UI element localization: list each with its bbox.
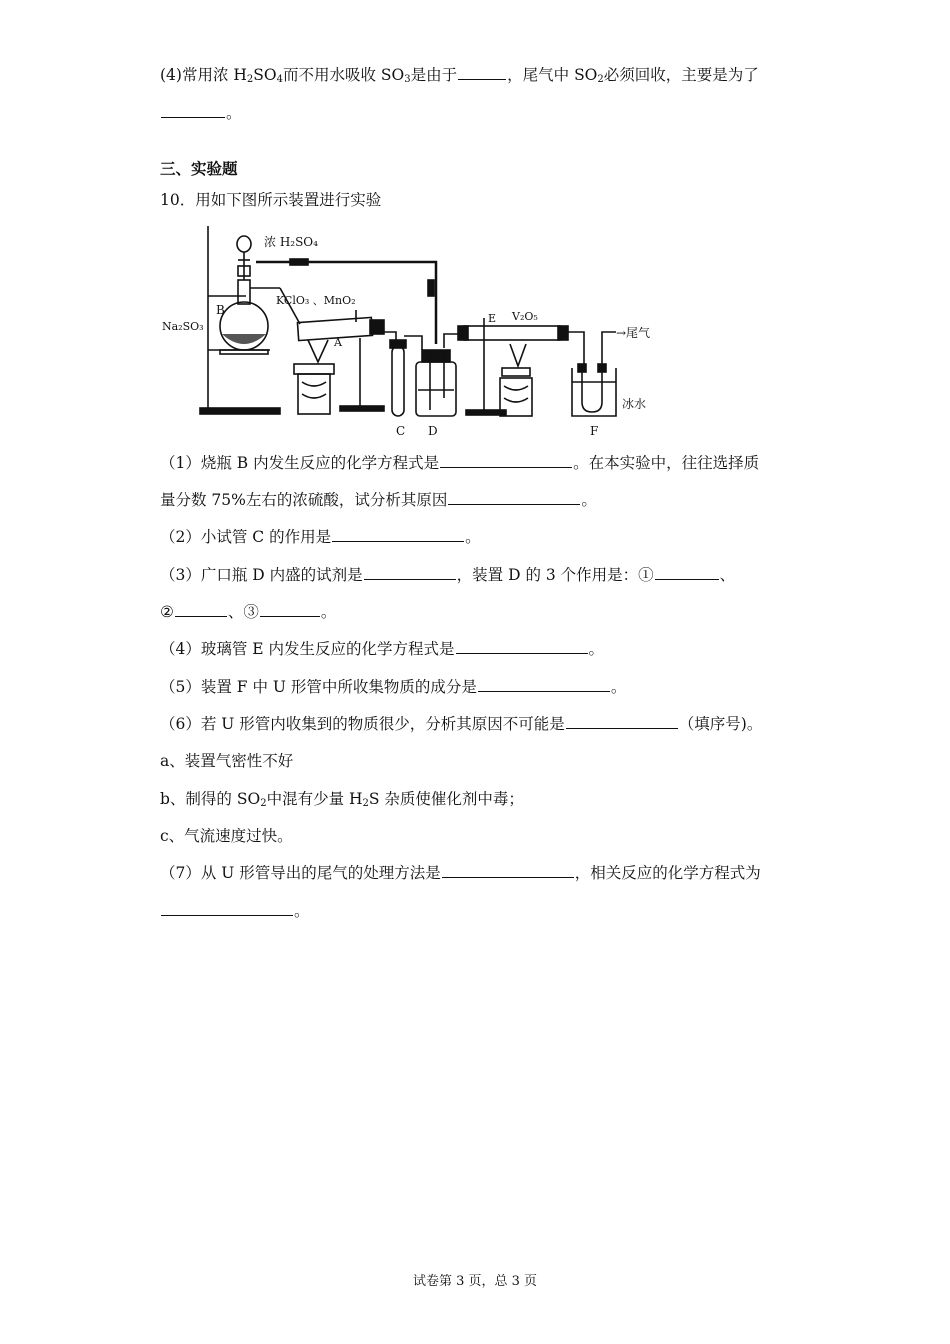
- item-text: 。: [320, 603, 337, 621]
- q10-item-4: [160, 638, 604, 660]
- subscript: 2: [597, 74, 604, 85]
- q10-stem: 10．用如下图所示装置进行实验: [160, 191, 382, 209]
- subscript: 4: [276, 74, 283, 85]
- label-v2o5: V₂O₅: [512, 310, 538, 323]
- item-text: （填序号)。: [678, 715, 763, 733]
- q10-item-6: [160, 713, 762, 735]
- item-text: ，相关反应的化学方程式为: [574, 864, 761, 882]
- label-tail-gas: →尾气: [616, 326, 651, 340]
- item-text: 量分数 75%左右的浓硫酸，试分析其原因: [160, 491, 448, 509]
- q4-text: (4)常用浓 H: [160, 66, 247, 84]
- item-text: 。: [581, 491, 597, 509]
- q4-line-1: [160, 64, 759, 86]
- item-text: （3）广口瓶 D 内盛的试剂是: [160, 566, 363, 584]
- q4-line-2: [160, 102, 242, 124]
- item-text: b、制得的 SO: [160, 790, 261, 808]
- item-text: 。: [610, 678, 627, 696]
- answer-blank[interactable]: [456, 639, 588, 654]
- q10-item-3-line-1: [160, 564, 735, 586]
- q4-text: 。: [226, 104, 242, 122]
- item-text: S 杂质使催化剂中毒；: [368, 790, 524, 808]
- q10-option-a: a、装置气密性不好: [160, 752, 294, 770]
- subscript: 2: [362, 798, 369, 809]
- answer-blank[interactable]: [655, 565, 719, 580]
- answer-blank[interactable]: [364, 565, 456, 580]
- subscript: 3: [404, 74, 411, 85]
- item-text: 、③: [227, 603, 259, 621]
- answer-blank[interactable]: [175, 602, 227, 617]
- item-text: （4）玻璃管 E 内发生反应的化学方程式是: [160, 640, 455, 658]
- answer-blank[interactable]: [566, 714, 678, 729]
- answer-blank[interactable]: [440, 453, 572, 468]
- item-text: ，装置 D 的 3 个作用是：①: [456, 566, 654, 584]
- answer-blank[interactable]: [442, 863, 574, 878]
- label-tube-e: E: [488, 312, 497, 325]
- label-ice-water: 冰水: [622, 397, 647, 411]
- item-text: 。在本实验中，往往选择质: [573, 454, 760, 472]
- item-text: （7）从 U 形管导出的尾气的处理方法是: [160, 864, 441, 882]
- q10-option-c: c、气流速度过快。: [160, 827, 293, 845]
- label-conc-acid: 浓 H₂SO₄: [264, 235, 318, 249]
- item-text: 中混有少量 H: [266, 790, 363, 808]
- label-flask-b: B: [216, 303, 225, 317]
- section-title: 三、实验题: [160, 160, 238, 178]
- label-tube-a: A: [334, 336, 342, 349]
- answer-blank[interactable]: [448, 490, 580, 505]
- label-kclo3-mno2: KClO₃ 、MnO₂: [276, 294, 356, 307]
- q10-item-5: [160, 676, 626, 698]
- q4-text: 而不用水吸收 SO: [282, 66, 405, 84]
- item-text: （2）小试管 C 的作用是: [160, 528, 332, 546]
- label-test-tube-c: C: [396, 424, 406, 438]
- q10-item-1-line-2: [160, 489, 597, 511]
- item-text: 。: [294, 902, 310, 920]
- label-u-tube-f: F: [590, 424, 599, 438]
- q4-text: 必须回收，主要是为了: [603, 66, 759, 84]
- item-text: （1）烧瓶 B 内发生反应的化学方程式是: [160, 454, 440, 472]
- item-text: 、: [719, 566, 736, 584]
- answer-blank[interactable]: [458, 65, 506, 80]
- q4-text: SO: [253, 66, 277, 84]
- page-footer: 试卷第 3 页，总 3 页: [412, 1274, 538, 1289]
- q4-text: 是由于: [410, 66, 458, 84]
- apparatus-diagram: [160, 222, 680, 440]
- item-text: （6）若 U 形管内收集到的物质很少，分析其原因不可能是: [160, 715, 565, 733]
- answer-blank[interactable]: [161, 901, 293, 916]
- label-bottle-d: D: [428, 424, 438, 438]
- q10-item-3-line-2: [160, 601, 336, 623]
- q10-item-1-line-1: [160, 452, 759, 474]
- item-text: ②: [160, 603, 174, 621]
- subscript: 2: [246, 74, 254, 85]
- q10-item-2: [160, 526, 481, 548]
- q10-item-7-line-1: [160, 862, 761, 884]
- subscript: 2: [260, 798, 267, 809]
- label-na2so3: Na₂SO₃: [162, 320, 204, 333]
- item-text: （5）装置 F 中 U 形管中所收集物质的成分是: [160, 678, 477, 696]
- answer-blank[interactable]: [161, 103, 225, 118]
- item-text: 。: [588, 640, 605, 658]
- q10-item-7-line-2: [160, 900, 310, 922]
- answer-blank[interactable]: [478, 677, 610, 692]
- answer-blank[interactable]: [332, 527, 464, 542]
- item-text: 。: [465, 528, 481, 546]
- answer-blank[interactable]: [260, 602, 320, 617]
- q4-text: ，尾气中 SO: [507, 66, 598, 84]
- q10-option-b: [160, 788, 524, 810]
